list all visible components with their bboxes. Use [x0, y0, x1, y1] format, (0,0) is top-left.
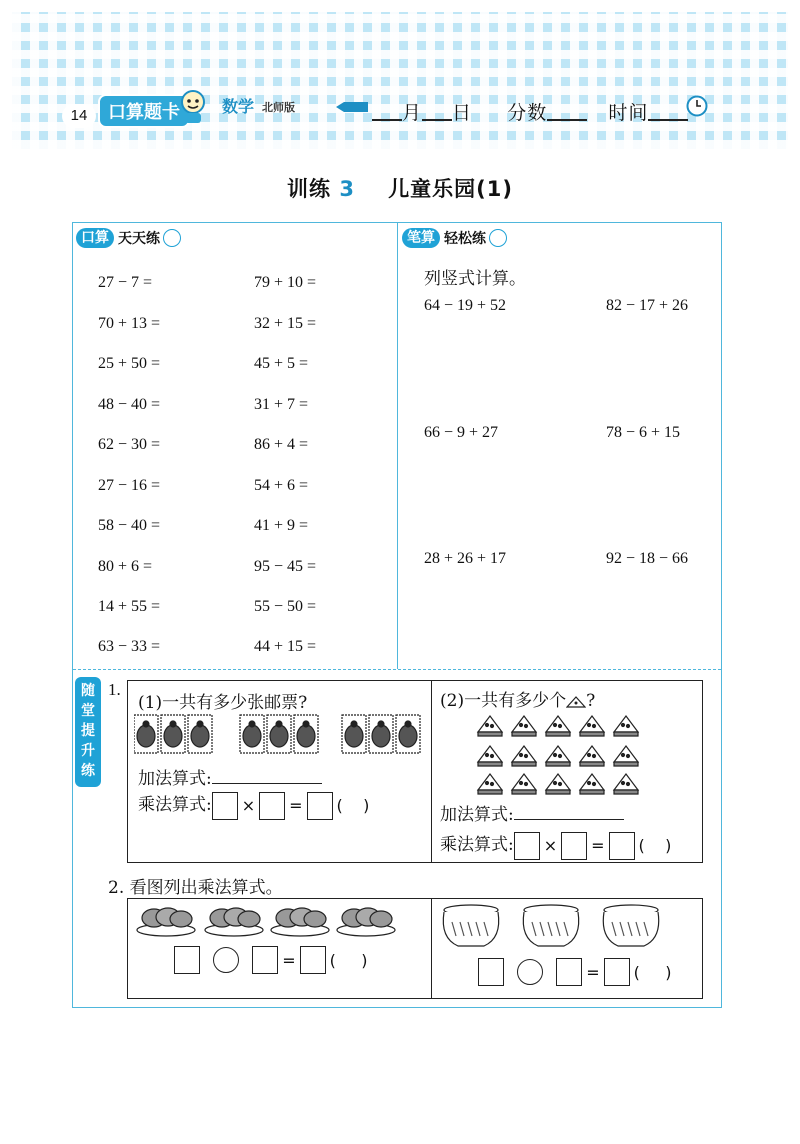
mul-label: 乘法算式:	[440, 835, 514, 855]
mental-item: 41 + 9 =	[254, 517, 309, 534]
subject-label: 数学	[222, 97, 255, 116]
q1-part1-prompt: (1)一共有多少张邮票?	[138, 693, 308, 713]
q1-part2-add-row	[440, 800, 624, 825]
mascot-icon	[176, 88, 210, 124]
mental-item: 70 + 13 =	[98, 315, 161, 332]
equals-sign: =	[282, 950, 296, 970]
add-label: 加法算式:	[440, 805, 514, 825]
answer-box[interactable]	[259, 792, 285, 820]
unit-paren[interactable]: ( )	[638, 836, 672, 855]
answer-box[interactable]	[514, 832, 540, 860]
month-label: 月	[402, 102, 423, 124]
practice-tag-char: 堂	[81, 703, 95, 719]
written-problem: 78 − 6 + 15	[606, 424, 681, 441]
answer-box[interactable]	[252, 946, 278, 974]
answer-box[interactable]	[561, 832, 587, 860]
equals-sign: =	[289, 796, 303, 815]
section-divider	[73, 669, 721, 670]
q1-part2-end: ?	[586, 691, 596, 711]
q1-mul-row	[138, 790, 373, 820]
month-blank[interactable]	[372, 101, 402, 121]
title-name: 儿童乐园(1)	[388, 177, 513, 201]
mul-label: 乘法算式:	[138, 795, 212, 815]
mental-item: 63 − 33 =	[98, 638, 161, 655]
stamps-illustration	[134, 714, 424, 756]
written-problem: 82 − 17 + 26	[606, 297, 689, 314]
header-banner	[12, 12, 788, 149]
unit-paren[interactable]: ( )	[633, 962, 672, 982]
mental-item: 62 − 30 =	[98, 436, 161, 453]
answer-box[interactable]	[609, 832, 635, 860]
mental-item: 31 + 7 =	[254, 396, 309, 413]
column-divider	[397, 223, 398, 669]
answer-box[interactable]	[307, 792, 333, 820]
add-answer-blank[interactable]	[514, 803, 624, 820]
practice-tag-char: 随	[81, 683, 95, 699]
mental-math-tag	[76, 228, 181, 248]
mental-item: 32 + 15 =	[254, 315, 317, 332]
written-tag-pill: 笔算	[402, 228, 440, 248]
add-answer-blank[interactable]	[212, 767, 322, 784]
edition-label: 北师版	[262, 101, 295, 114]
brand-logo: 口算题卡	[98, 94, 190, 128]
date-score-fields	[372, 98, 688, 125]
q1-part2-text: (2)一共有多少个	[440, 691, 567, 711]
question-2-divider	[431, 899, 432, 998]
mental-item: 27 − 7 =	[98, 274, 153, 291]
q1-add-row	[138, 764, 322, 789]
bread-plates-illustration	[136, 904, 406, 938]
q1-part2-prompt	[440, 686, 595, 711]
practice-tag-char: 升	[81, 743, 95, 759]
day-label: 日	[452, 102, 473, 124]
practice-tag	[75, 677, 101, 787]
equals-sign: =	[586, 962, 600, 982]
score-label: 分数	[507, 102, 548, 124]
mental-item: 86 + 4 =	[254, 436, 309, 453]
times-sign: ×	[241, 796, 256, 815]
unit-paren[interactable]: ( )	[336, 796, 370, 815]
mental-item: 54 + 6 =	[254, 477, 309, 494]
clock-icon	[686, 95, 708, 117]
times-sign: ×	[543, 836, 558, 855]
mental-tag-text: 天天练	[118, 231, 160, 247]
add-label: 加法算式:	[138, 769, 212, 789]
practice-tag-char: 练	[81, 763, 95, 779]
q2-right-equation	[478, 958, 676, 986]
book-icon	[163, 229, 181, 247]
practice-tag-char: 提	[81, 723, 95, 739]
pencil-icon	[336, 102, 370, 112]
answer-box[interactable]	[212, 792, 238, 820]
written-instruction: 列竖式计算。	[424, 269, 526, 288]
mental-item: 48 − 40 =	[98, 396, 161, 413]
answer-box[interactable]	[604, 958, 630, 986]
question-2-prompt	[108, 873, 283, 898]
answer-box[interactable]	[478, 958, 504, 986]
book-icon	[489, 229, 507, 247]
cakes-illustration	[476, 712, 644, 798]
question-1-number: 1.	[108, 680, 121, 699]
page-number: 14	[62, 104, 96, 128]
mental-item: 14 + 55 =	[98, 598, 161, 615]
mental-item: 45 + 5 =	[254, 355, 309, 372]
operator-circle[interactable]	[213, 947, 239, 973]
mental-tag-pill: 口算	[76, 228, 114, 248]
mental-item: 44 + 15 =	[254, 638, 317, 655]
unit-paren[interactable]: ( )	[329, 950, 368, 970]
written-tag-text: 轻松练	[444, 231, 486, 247]
score-blank[interactable]	[547, 101, 587, 121]
mental-item: 79 + 10 =	[254, 274, 317, 291]
q2-left-equation	[174, 946, 372, 974]
written-problem: 66 − 9 + 27	[424, 424, 499, 441]
written-problem: 92 − 18 − 66	[606, 550, 689, 567]
answer-box[interactable]	[556, 958, 582, 986]
operator-circle[interactable]	[517, 959, 543, 985]
answer-box[interactable]	[174, 946, 200, 974]
mental-item: 25 + 50 =	[98, 355, 161, 372]
title-number: 3	[339, 177, 355, 201]
question-2-number: 2.	[108, 878, 125, 898]
q1-part2-mul-row	[440, 830, 675, 860]
time-blank[interactable]	[648, 101, 688, 121]
mental-item: 27 − 16 =	[98, 477, 161, 494]
question-2-text: 看图列出乘法算式。	[129, 878, 283, 898]
question-1-divider	[431, 681, 432, 862]
written-problem: 28 + 26 + 17	[424, 550, 507, 567]
written-problem: 64 − 19 + 52	[424, 297, 507, 314]
page-title	[0, 173, 800, 203]
equals-sign: =	[591, 836, 605, 855]
mental-item: 58 − 40 =	[98, 517, 161, 534]
cake-icon	[566, 695, 586, 709]
mental-item: 55 − 50 =	[254, 598, 317, 615]
day-blank[interactable]	[422, 101, 452, 121]
answer-box[interactable]	[300, 946, 326, 974]
title-prefix: 训练	[287, 177, 331, 201]
time-label: 时间	[608, 102, 649, 124]
fish-bowls-illustration	[436, 902, 676, 952]
mental-item: 80 + 6 =	[98, 558, 153, 575]
written-calc-tag	[402, 228, 507, 248]
mental-item: 95 − 45 =	[254, 558, 317, 575]
